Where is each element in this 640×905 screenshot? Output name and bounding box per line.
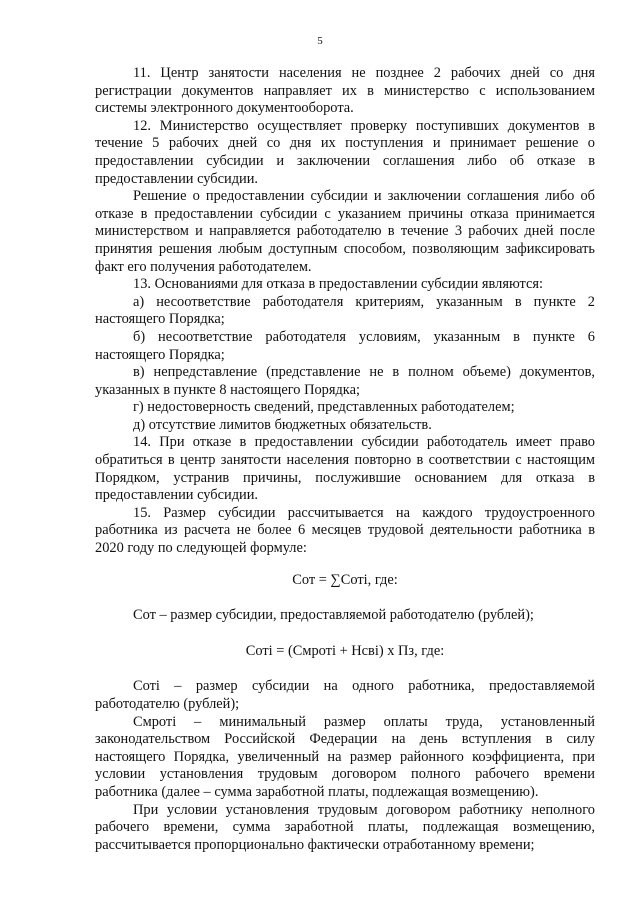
paragraph-decision: Решение о предоставлении субсидии и заключении соглашения либо об отказе в предоставлении субсидии с указанием причины отказа принимается министерством и направляется работодателю в течение 3 рабочих дней после принятия решения любым доступным способом, позволяющим зафиксировать факт его получения работодателем. [95, 188, 595, 275]
definition-soti: Соті – размер субсидии на одного работника, предоставляемой работодателю (рублей); [95, 678, 595, 712]
paragraph-15: 15. Размер субсидии рассчитывается на каждого трудоустроенного работника из расчета не более 6 месяцев трудовой деятельности работника в 2020 году по следующей формуле: [95, 504, 595, 557]
paragraph-14: 14. При отказе в предоставлении субсидии работодатель имеет право обратиться в центр занятости населения повторно в соответствии с настоящим Порядком, устранив причины, послужившие основанием для отказа в предоставлении субсидии. [95, 434, 595, 504]
definition-smroti: Смроті – минимальный размер оплаты труда, установленный законодательством Российской Федерации на день вступления в силу настоящего Порядка, увеличенный на размер районного коэффициента, при условии установления трудовым договором полного рабочего времени работника (далее – сумма заработной платы, подлежащая возмещению). [95, 713, 595, 800]
list-item-b: б) несоответствие работодателя условиям, указанным в пункте 6 настоящего Порядка; [95, 328, 595, 363]
formula-total: Сот = ∑Соті, где: [292, 571, 398, 588]
document-body [95, 65, 595, 854]
formula-per-worker: Соті = (Смроті + Нсві) х Пз, где: [245, 642, 445, 659]
list-item-d: д) отсутствие лимитов бюджетных обязательств. [133, 416, 432, 433]
paragraph-13: 13. Основаниями для отказа в предоставлении субсидии являются: [133, 276, 543, 293]
page-number: 5 [317, 35, 323, 47]
list-item-v: в) непредставление (представление не в полном объеме) документов, указанных в пункте 8 настоящего Порядка; [95, 364, 595, 398]
paragraph-12: 12. Министерство осуществляет проверку поступивших документов в течение 5 рабочих дней со дня их поступления и принимает решение о предоставлении субсидии и заключении соглашения либо об отказе в предоставлении субсидии. [95, 117, 595, 187]
definition-part-time: При условии установления трудовым договором работнику неполного рабочего времени, сумма заработной платы, подлежащая возмещению, рассчитывается пропорционально фактически отработанному времени; [95, 801, 595, 853]
list-item-a: а) несоответствие работодателя критериям, указанным в пункте 2 настоящего Порядка; [95, 293, 595, 328]
formula-total-explanation: Сот – размер субсидии, предоставляемой работодателю (рублей); [133, 607, 534, 624]
paragraph-11: 11. Центр занятости населения не позднее 2 рабочих дней со дня регистрации документов направляет их в министерство с использованием системы электронного документооборота. [95, 65, 595, 117]
list-item-g: г) недостоверность сведений, представленных работодателем; [133, 399, 515, 416]
